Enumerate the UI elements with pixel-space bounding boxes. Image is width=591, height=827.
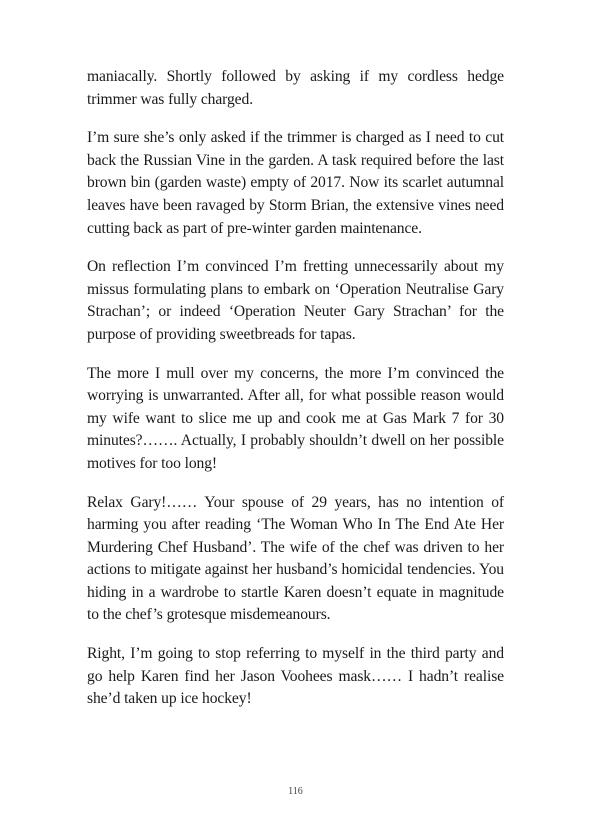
paragraph-1: maniacally. Shortly followed by asking if my cordless hedge trimmer was fully charged. [87,68,504,108]
paragraph-2: I’m sure she’s only asked if the trimmer is charged as I need to cut back the Russian Vine in the garden. A task required before the last brown bin (garden waste) empty of 2017. Now its scarlet autumnal leaves have been ravaged by Storm Brian, the extensive vines need cutting back as part of pre-winter garden maintenance. [87,129,504,237]
paragraph-4: The more I mull over my concerns, the more I’m convinced the worrying is unwarranted. After all, for what possible reason would my wife want to slice me up and cook me at Gas Mark 7 for 30 minutes?……. Actually, I probably shouldn’t dwell on her possible motives for too long! [87,364,504,472]
paragraph-5: Relax Gary!…… Your spouse of 29 years, has no intention of harming you after reading ‘The Woman Who In The End Ate Her Murdering Chef Husband’. The wife of the chef was driven to her actions to mitigate against her husband’s homicidal tendencies. You hiding in a wardrobe to startle Karen doesn’t equate in magnitude to the chef’s grotesque misdemeanours. [87,493,504,624]
body-text [87,66,504,727]
page-number: 116 [288,786,303,797]
paragraph-3: On reflection I’m convinced I’m fretting unnecessarily about my missus formulating plans to embark on ‘Operation Neutralise Gary Strachan’; or indeed ‘Operation Neuter Gary Strachan’ for the purpose of providing sweetbreads for tapas. [87,258,504,343]
paragraph-6: Right, I’m going to stop referring to myself in the third party and go help Karen find her Jason Voohees mask…… I hadn’t realise she’d taken up ice hockey! [87,645,504,708]
